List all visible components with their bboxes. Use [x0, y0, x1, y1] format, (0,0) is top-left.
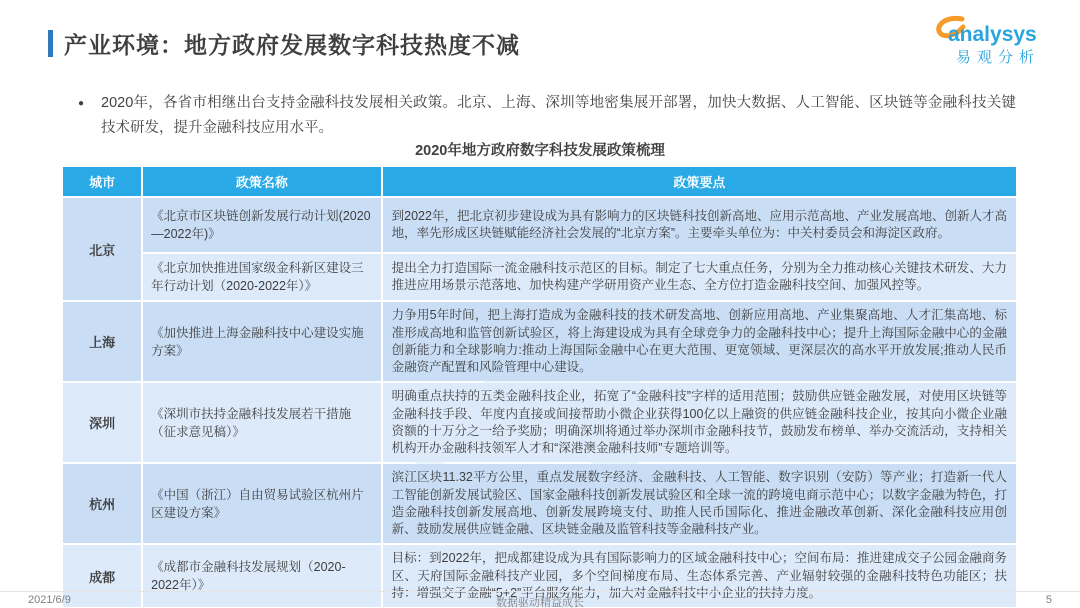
- column-header-city: 城市: [63, 167, 141, 196]
- table-row-beijing-1: [63, 198, 1016, 252]
- logo-text-en: analysys: [948, 23, 1037, 46]
- table-row-beijing-2: [63, 254, 1016, 300]
- city-cell-chengdu: 成都: [63, 545, 141, 607]
- points-cell: 力争用5年时间，把上海打造成为金融科技的技术研发高地、创新应用高地、产业集聚高地、人才汇集高地、标准形成高地和监管创新试验区，将上海建设成为具有全球竞争力的金融科技中心；提升上海国际金融中心的金融创新能力和全球影响力:推动上海国际金融中心在更大范围、更宽领域、更深层次的高水平开放发展;推动人民币金融资产配置和风险管理中心建设。: [383, 302, 1016, 381]
- footer: [0, 591, 1080, 608]
- analysys-logo: [932, 14, 1050, 71]
- policy-table: [61, 165, 1018, 608]
- city-cell-beijing: 北京: [63, 198, 141, 300]
- analysys-logo-graphic: [932, 14, 1050, 66]
- city-cell-shanghai: 上海: [63, 302, 141, 381]
- footer-date: 2021/6/9: [28, 594, 71, 606]
- title-accent-bar: [48, 30, 53, 57]
- points-cell: 滨江区块11.32平方公里，重点发展数字经济、金融科技、人工智能、数字识别（安防）等产业；打造新一代人工智能创新发展试验区、国家金融科技创新发展试验区和全球一流的跨境电商示范中心；以数字金融为特色，打造金融科技创新发展高地、创新发展跨境支付、助推人民币国际化、推进金融改革创新、深化金融科技应用创新、鼓励发展供应链金融、区块链金融及监管科技等金融科技产业。: [383, 464, 1016, 543]
- table-row-hangzhou: [63, 464, 1016, 543]
- points-cell: 提出全力打造国际一流金融科技示范区的目标。制定了七大重点任务，分别为全力推动核心关键技术研发、大力推进应用场景示范落地、加快构建产学研用资产业生态、全方位打造金融科技空间、加强风控等。: [383, 254, 1016, 300]
- table-row-shanghai: [63, 302, 1016, 381]
- table-row-shenzhen: [63, 383, 1016, 462]
- bullet-item: [78, 91, 1016, 141]
- policy-cell: 《北京市区块链创新发展行动计划(2020—2022年)》: [143, 198, 381, 252]
- bullet-text: 2020年，各省市相继出台支持金融科技发展相关政策。北京、上海、深圳等地密集展开部署，加快大数据、人工智能、区块链等金融科技关键技术研发，提升金融科技应用水平。: [101, 95, 1016, 136]
- table-title: 2020年地方政府数字科技发展政策梳理: [415, 143, 665, 159]
- points-cell: 目标：到2022年，把成都建设成为具有国际影响力的区域金融科技中心；空间布局：推进建成交子公园金融商务区、天府国际金融科技产业园，多个空间梯度布局、生态体系完善、产业辐射较强的金融科技特色功能区；扶持：增强交子金融“5+2”平台服务能力，加大对金融科技中小企业的扶持力度。: [383, 545, 1016, 607]
- policy-cell: 《中国（浙江）自由贸易试验区杭州片区建设方案》: [143, 464, 381, 543]
- city-cell-shenzhen: 深圳: [63, 383, 141, 462]
- policy-cell: 《成都市金融科技发展规划（2020-2022年）》: [143, 545, 381, 607]
- footer-page-number: 5: [1045, 594, 1052, 606]
- policy-cell: 《加快推进上海金融科技中心建设实施方案》: [143, 302, 381, 381]
- column-header-policy-name: 政策名称: [143, 167, 381, 196]
- points-cell: 明确重点扶持的五类金融科技企业，拓宽了“金融科技”字样的适用范围；鼓励供应链金融发展，对使用区块链等金融科技手段、年度内直接或间接帮助小微企业获得100亿以上融资的供应链金融科技企业，按其向小微企业融资额的十万分之一给予奖励；明确深圳将通过举办深圳市金融科技节，鼓励发布榜单、举办交流活动，支持相关机构开办金融科技领军人才和“深港澳金融科技师”专题培训等。: [383, 383, 1016, 462]
- table-header-row: [63, 167, 1016, 196]
- logo-text-cn: 易观分析: [956, 49, 1041, 66]
- points-cell: 到2022年，把北京初步建设成为具有影响力的区块链科技创新高地、应用示范高地、产业发展高地、创新人才高地，率先形成区块链赋能经济社会发展的“北京方案”。主要牵头单位为：中关村委员会和海淀区政府。: [383, 198, 1016, 252]
- policy-cell: 《北京加快推进国家级金科新区建设三年行动计划（2020-2022年）》: [143, 254, 381, 300]
- title-row: [48, 27, 520, 60]
- footer-slogan: 数据驱动精益成长: [496, 597, 584, 608]
- bullet-marker: ●: [78, 98, 85, 109]
- policy-cell: 《深圳市扶持金融科技发展若干措施（征求意见稿）》: [143, 383, 381, 462]
- column-header-policy-points: 政策要点: [383, 167, 1016, 196]
- city-cell-hangzhou: 杭州: [63, 464, 141, 543]
- page-title: 产业环境：地方政府发展数字科技热度不减: [64, 32, 520, 58]
